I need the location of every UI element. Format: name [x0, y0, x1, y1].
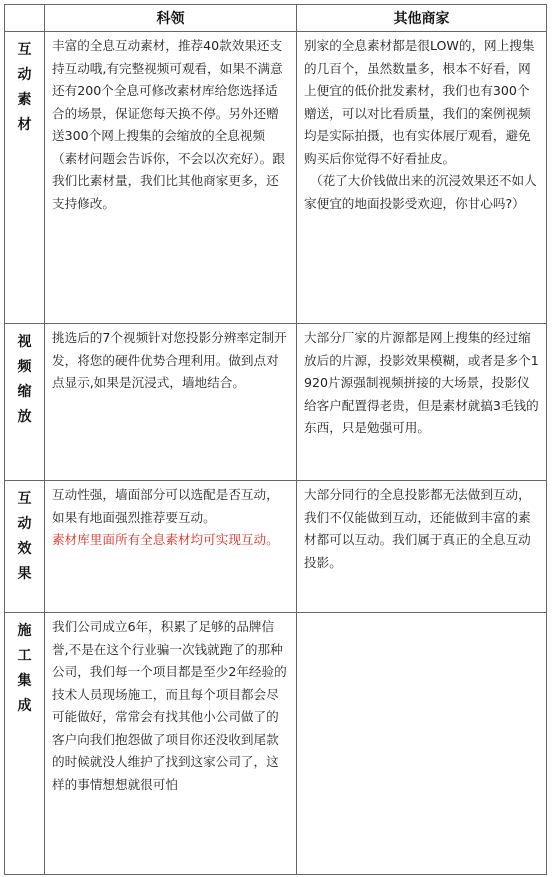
- header-keling: 科领: [45, 5, 297, 32]
- cell-text: 挑选后的7个视频针对您投影分辨率定制开发，将您的硬件优势合理利用。做到点对点显示,如果是沉浸式，墙地结合。: [52, 330, 287, 390]
- header-others: 其他商家: [297, 5, 547, 32]
- cell-note: （花了大价钱做出来的沉浸效果还不如人家便宜的地面投影受欢迎，你甘心吗?）: [304, 173, 537, 211]
- keling-cell: [45, 324, 297, 481]
- cell-text: 大部分厂家的片源都是网上搜集的经过缩放后的片源，投影效果模糊，或者是多个1920片源强制视频拼接的大场景，投影仪给客户配置得老贵，但是素材就搞3毛钱的东西，只是勉强可用。: [304, 330, 539, 435]
- comparison-table: [4, 4, 547, 875]
- keling-cell: [45, 481, 297, 613]
- row-label: 视频缩放: [5, 324, 45, 481]
- row-label: 互动效果: [5, 481, 45, 613]
- highlight-text: 素材库里面所有全息素材均可实现互动。: [52, 532, 279, 547]
- table-row: [5, 613, 547, 875]
- table-row: [5, 481, 547, 613]
- header-row: [5, 5, 547, 32]
- cell-text: 互动性强，墙面部分可以选配是否互动，如果有地面强烈推荐要互动。: [52, 487, 279, 525]
- table-row: [5, 324, 547, 481]
- row-label: 施工集成: [5, 613, 45, 875]
- others-cell: [297, 32, 547, 324]
- header-corner: [5, 5, 45, 32]
- cell-text: 丰富的全息互动素材，推荐40款效果还支持互动哦,有完整视频可观看，如果不满意还有200个全息可修改素材库给您选择适合的场景，保证您每天换不停。另外还赠送300个网上搜集的会缩放的全息视频（素材问题会告诉你，不会以次充好）。跟我们比素材量，我们比其他商家更多，还支持修改。: [52, 38, 285, 211]
- others-cell: [297, 613, 547, 875]
- row-label: 互动素材: [5, 32, 45, 324]
- table-row: [5, 32, 547, 324]
- others-cell: [297, 481, 547, 613]
- others-cell: [297, 324, 547, 481]
- keling-cell: [45, 32, 297, 324]
- cell-text: 别家的全息素材都是很LOW的，网上搜集的几百个，虽然数量多，根本不好看，网上便宜的低价批发素材，我们也有300个赠送，可以对比看质量，我们的案例视频均是实际拍摄，也有实体展厅观看，避免购买后你觉得不好看扯皮。: [304, 38, 535, 166]
- cell-text: 我们公司成立6年，积累了足够的品牌信誉,不是在这个行业骗一次钱就跑了的那种公司，我们每一个项目都是至少2年经验的技术人员现场施工，而且每个项目都会尽可能做好，常常会有找其他小公司做了的客户向我们抱怨做了项目你还没收到尾款的时候就没人维护了找到这家公司了，这样的事情想想就很可怕: [52, 619, 287, 792]
- keling-cell: [45, 613, 297, 875]
- cell-text: 大部分同行的全息投影都无法做到互动，我们不仅能做到互动，还能做到丰富的素材都可以互动。我们属于真正的全息互动投影。: [304, 487, 531, 570]
